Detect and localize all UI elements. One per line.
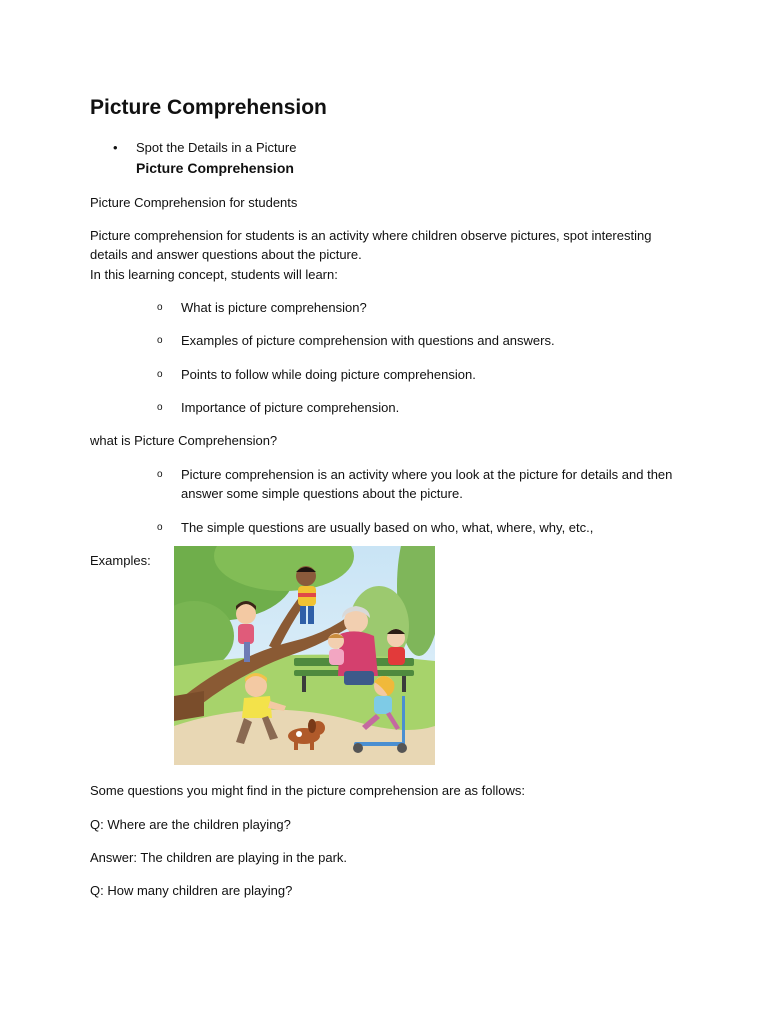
learn-item: Points to follow while doing picture comprehension. bbox=[181, 367, 476, 382]
toc-bullet-item: Spot the Details in a Picture bbox=[136, 140, 297, 155]
what-heading: what is Picture Comprehension? bbox=[90, 433, 278, 448]
learn-item: What is picture comprehension? bbox=[181, 300, 367, 315]
intro-title: Picture Comprehension for students bbox=[90, 195, 298, 210]
question-2: Q: How many children are playing? bbox=[90, 883, 293, 898]
learn-intro: In this learning concept, students will learn: bbox=[90, 267, 338, 282]
circle-bullet-icon: o bbox=[157, 402, 163, 413]
intro-paragraph-line-2: details and answer questions about the picture. bbox=[90, 247, 362, 262]
circle-bullet-icon: o bbox=[157, 522, 163, 533]
park-illustration bbox=[174, 546, 435, 765]
circle-bullet-icon: o bbox=[157, 469, 163, 480]
learn-item: Importance of picture comprehension. bbox=[181, 400, 400, 415]
what-item-line-1: Picture comprehension is an activity where you look at the picture for details and then bbox=[181, 467, 673, 482]
toc-sub-heading: Picture Comprehension bbox=[136, 160, 294, 176]
questions-intro: Some questions you might find in the picture comprehension are as follows: bbox=[90, 783, 526, 798]
what-item-line-2: answer some simple questions about the picture. bbox=[181, 486, 463, 501]
circle-bullet-icon: o bbox=[157, 302, 163, 313]
bullet-dot-icon: • bbox=[113, 140, 118, 155]
examples-label: Examples: bbox=[90, 553, 151, 568]
question-1: Q: Where are the children playing? bbox=[90, 817, 291, 832]
answer-1: Answer: The children are playing in the park. bbox=[90, 850, 348, 865]
what-item: The simple questions are usually based on who, what, where, why, etc., bbox=[181, 520, 594, 535]
intro-paragraph-line-1: Picture comprehension for students is an activity where children observe pictures, spot interesting bbox=[90, 228, 652, 243]
circle-bullet-icon: o bbox=[157, 369, 163, 380]
circle-bullet-icon: o bbox=[157, 335, 163, 346]
page-title: Picture Comprehension bbox=[90, 96, 327, 119]
learn-item: Examples of picture comprehension with questions and answers. bbox=[181, 333, 555, 348]
